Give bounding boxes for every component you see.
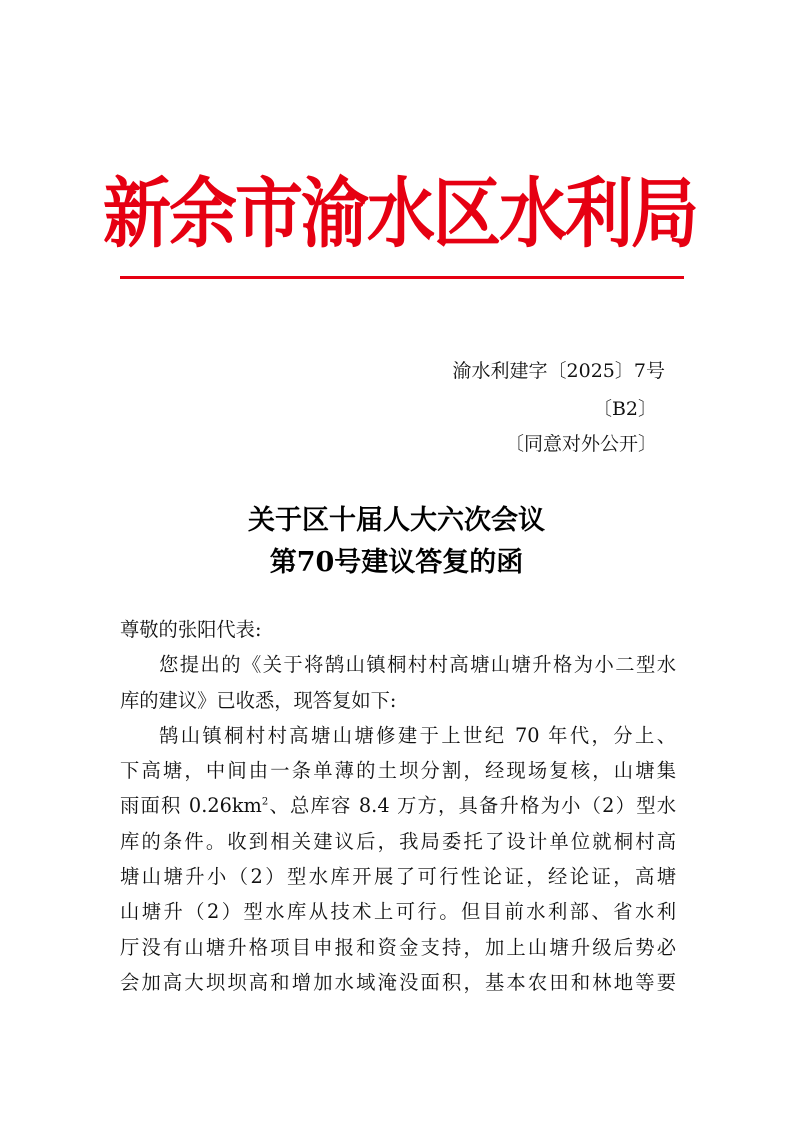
- disclosure-status: 〔同意对外公开〕: [504, 433, 657, 455]
- paragraph-2-line-6: 山塘升（2）型水库从技术上可行。但目前水利部、省水利: [120, 900, 676, 924]
- paragraph-1-line-1: 您提出的《关于将鹄山镇桐村村高塘山塘升格为小二型水: [159, 653, 676, 677]
- paragraph-2-line-4: 库的条件。收到相关建议后，我局委托了设计单位就桐村高: [120, 829, 676, 853]
- paragraph-2-line-3: [120, 788, 676, 823]
- letter-body: [120, 612, 676, 1000]
- salutation: 尊敬的张阳代表:: [120, 618, 262, 641]
- document-category: 〔B2〕: [592, 398, 657, 420]
- paragraph-2-line-5: 塘山塘升小（2）型水库开展了可行性论证，经论证，高塘: [120, 865, 676, 889]
- document-title-line-2: 第70号建议答复的函: [269, 547, 524, 578]
- red-divider-line: [120, 276, 684, 279]
- agency-masthead: 新余市渝水区水利局: [102, 169, 697, 259]
- paragraph-2-line-1: 鹄山镇桐村村高塘山塘修建于上世纪 70 年代，分上、: [159, 723, 676, 747]
- superscript-2: 2: [261, 797, 269, 809]
- document-title-line-1: 关于区十届人大六次会议: [248, 505, 545, 536]
- paragraph-2-line-7: 厅没有山塘升格项目申报和资金支持，加上山塘升级后势必: [120, 935, 676, 959]
- document-number: 渝水利建字〔2025〕7号: [452, 360, 665, 382]
- area-text: 雨面积 0.26km: [120, 794, 262, 818]
- paragraph-1-line-2: 库的建议》已收悉，现答复如下:: [120, 688, 397, 712]
- paragraph-2-line-2: 下高塘，中间由一条单薄的土坝分割，经现场复核，山塘集: [120, 759, 676, 783]
- paragraph-2-line-8: 会加高大坝坝高和增加水域淹没面积，基本农田和林地等要: [120, 970, 676, 994]
- capacity-text: 、总库容 8.4 万方，具备升格为小（2）型水: [268, 794, 677, 818]
